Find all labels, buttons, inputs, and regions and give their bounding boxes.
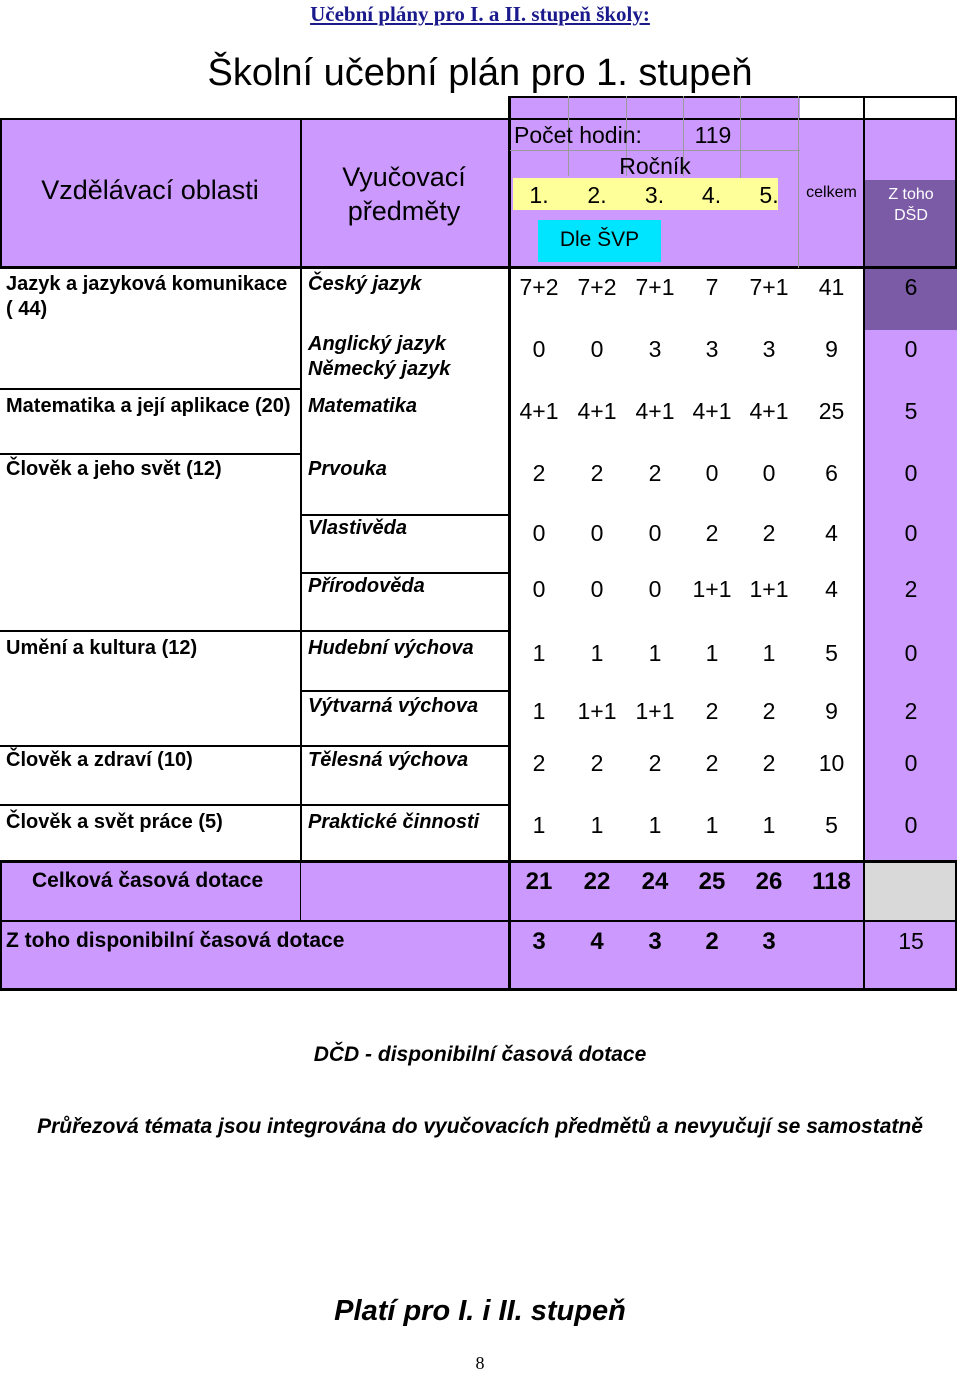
hours-value: 1 <box>590 812 604 838</box>
hours-value: 4+1 <box>749 398 789 424</box>
hours-value: 1 <box>590 640 604 666</box>
celkem-value: 25 <box>818 398 845 424</box>
dsd-label: Z toho DŠD <box>888 186 934 224</box>
hours-value: 4+1 <box>635 398 675 424</box>
hours-value: 2 <box>648 460 662 486</box>
hours-value: 1+1 <box>749 576 789 602</box>
subject-label: Prvouka <box>308 458 387 480</box>
total-value: 24 <box>641 868 669 895</box>
grade-5: 5. <box>759 182 779 208</box>
disp-total: 15 <box>898 928 924 954</box>
hours-value: 4+1 <box>692 398 732 424</box>
hours-value: 0 <box>762 460 776 486</box>
dsd-value: 0 <box>904 336 918 362</box>
hours-value: 2 <box>762 698 776 724</box>
area-label: Jazyk a jazyková komunikace ( 44) <box>6 273 288 320</box>
hours-value: 2 <box>590 460 604 486</box>
hours-value: 1 <box>532 812 546 838</box>
hours-value: 7+1 <box>749 274 789 300</box>
hours-value: 4+1 <box>519 398 559 424</box>
disp-value: 3 <box>532 928 546 955</box>
subject-label: Anglický jazyk Německý jazyk <box>308 333 451 380</box>
hours-value: 2 <box>705 750 719 776</box>
hours-value: 2 <box>532 750 546 776</box>
hours-value: 1+1 <box>577 698 617 724</box>
dsd-value: 6 <box>904 274 918 300</box>
hours-value: 7 <box>705 274 719 300</box>
celkem-value: 9 <box>825 698 838 724</box>
area-label: Člověk a svět práce (5) <box>6 811 223 833</box>
col-header-area: Vzdělávací oblasti <box>41 175 259 205</box>
hours-label: Počet hodin: <box>514 122 642 148</box>
hours-value: 1 <box>532 640 546 666</box>
hours-value: 3 <box>648 336 662 362</box>
plati-note: Platí pro I. i II. stupeň <box>334 1295 626 1327</box>
hours-value: 1 <box>648 640 662 666</box>
celkem-value: 4 <box>825 576 838 602</box>
dsd-value: 2 <box>904 576 918 602</box>
hours-value: 2 <box>590 750 604 776</box>
grade-1: 1. <box>529 182 549 208</box>
hours-value: 2 <box>705 698 719 724</box>
dcd-note: DČD - disponibilní časová dotace <box>313 1043 647 1066</box>
hours-value: 1+1 <box>692 576 732 602</box>
hours-value: 7+2 <box>577 274 617 300</box>
grade-3: 3. <box>644 182 665 208</box>
hours-value: 2 <box>532 460 546 486</box>
hours-value: 0 <box>532 520 546 546</box>
dsd-value: 0 <box>904 812 918 838</box>
dsd-value: 2 <box>904 698 918 724</box>
hours-value: 0 <box>648 520 662 546</box>
hours-value: 0 <box>590 520 604 546</box>
hours-value: 0 <box>590 576 604 602</box>
celkem-value: 5 <box>825 812 838 838</box>
hours-value: 0 <box>590 336 604 362</box>
area-label: Umění a kultura (12) <box>6 637 198 659</box>
subject-label: Výtvarná výchova <box>308 695 479 717</box>
hours-value: 1+1 <box>635 698 675 724</box>
header-dsd-top-bg <box>865 118 957 180</box>
hours-value: 2 <box>762 750 776 776</box>
hours-value: 2 <box>705 520 719 546</box>
hours-value: 2 <box>648 750 662 776</box>
dsd-value: 0 <box>904 520 918 546</box>
plan-title: Školní učební plán pro 1. stupeň <box>207 52 753 94</box>
subject-label: Vlastivěda <box>308 517 407 539</box>
page-number: 8 <box>475 1353 485 1373</box>
subject-label: Přírodověda <box>308 575 425 597</box>
subject-label: Český jazyk <box>308 273 422 295</box>
hours-value: 1 <box>705 640 719 666</box>
total-value: 25 <box>698 868 726 895</box>
area-label: Člověk a zdraví (10) <box>6 749 193 771</box>
hours-value: 1 <box>532 698 546 724</box>
hours-value: 0 <box>705 460 719 486</box>
hours-value: 1 <box>648 812 662 838</box>
disp-value: 3 <box>648 928 662 955</box>
celkem-value: 10 <box>818 750 845 776</box>
celkem-value: 9 <box>825 336 838 362</box>
celkem-value: 4 <box>825 520 838 546</box>
total-value: 21 <box>525 868 553 895</box>
document-heading: Učební plány pro I. a II. stupeň školy: <box>310 2 650 26</box>
hours-value: 4+1 <box>577 398 617 424</box>
hours-value: 2 <box>762 520 776 546</box>
area-label: Člověk a jeho svět (12) <box>6 458 222 480</box>
total-value: 26 <box>755 868 783 895</box>
total-celkem: 118 <box>812 868 851 895</box>
hours-value: 1 <box>762 812 776 838</box>
celkem-label: celkem <box>806 184 857 201</box>
hours-value: 0 <box>532 336 546 362</box>
totals-label: Celková časová dotace <box>32 869 264 892</box>
hours-value: 3 <box>705 336 719 362</box>
subject-label: Tělesná výchova <box>308 749 469 771</box>
hours-value: 7+2 <box>519 274 559 300</box>
dle-svp-label: Dle ŠVP <box>559 228 640 251</box>
subject-label: Hudební výchova <box>308 637 474 659</box>
hours-value: 0 <box>532 576 546 602</box>
celkem-value: 5 <box>825 640 838 666</box>
hours-total: 119 <box>694 122 732 148</box>
col-header-subject: Vyučovací předměty <box>342 162 466 226</box>
celkem-value: 41 <box>818 274 845 300</box>
disp-value: 3 <box>762 928 776 955</box>
dsd-value: 5 <box>904 398 918 424</box>
dsd-value: 0 <box>904 460 918 486</box>
disp-value: 2 <box>705 928 719 955</box>
celkem-value: 6 <box>825 460 838 486</box>
rocnik-label: Ročník <box>619 153 691 179</box>
area-label: Matematika a její aplikace (20) <box>6 395 291 417</box>
subject-label: Praktické činnosti <box>308 811 480 833</box>
hours-value: 3 <box>762 336 776 362</box>
subject-label: Matematika <box>308 395 417 417</box>
dsd-value: 0 <box>904 640 918 666</box>
totals-dsd-bg <box>865 862 957 922</box>
hours-value: 7+1 <box>635 274 675 300</box>
prurez-note: Průřezová témata jsou integrována do vyučovacích předmětů a nevyučují se samostatně <box>37 1115 923 1138</box>
disp-label: Z toho disponibilní časová dotace <box>6 929 345 952</box>
hours-value: 1 <box>705 812 719 838</box>
hours-value: 1 <box>762 640 776 666</box>
total-value: 22 <box>583 868 611 895</box>
disp-value: 4 <box>590 928 604 955</box>
dsd-value: 0 <box>904 750 918 776</box>
grade-4: 4. <box>701 182 722 208</box>
hours-value: 0 <box>648 576 662 602</box>
grade-2: 2. <box>587 182 607 208</box>
